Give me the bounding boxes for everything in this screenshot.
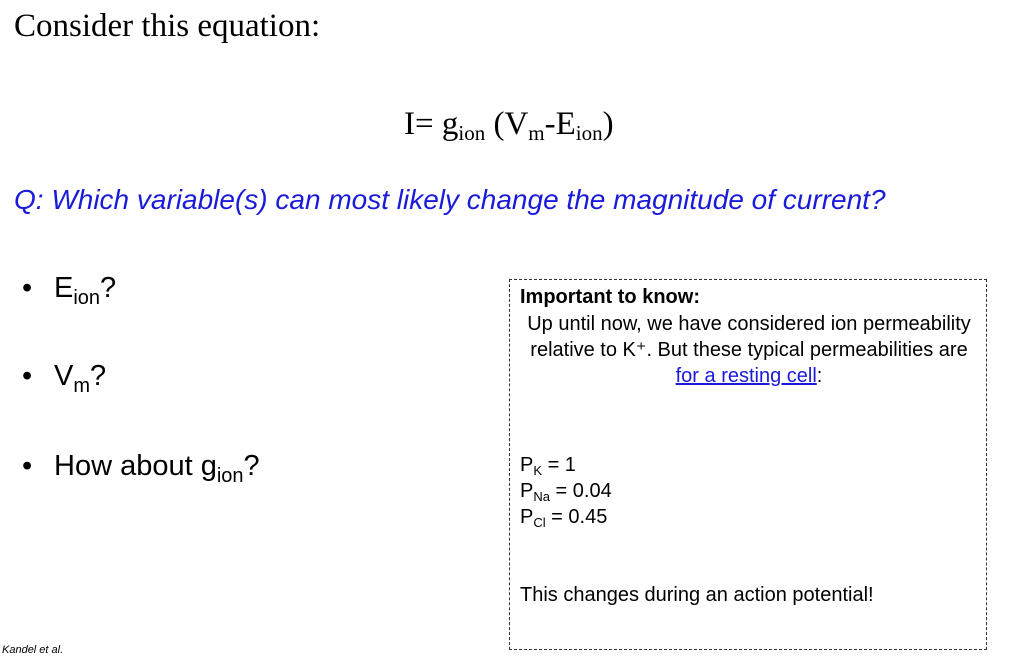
bullet-marker: •	[22, 450, 33, 482]
info-box-paragraph	[516, 311, 982, 389]
citation-text: Kandel et al.	[2, 644, 64, 656]
perm-sub: Cl	[533, 515, 546, 530]
equation-lhs: I= g	[404, 106, 459, 142]
perm-sub: Na	[533, 489, 550, 504]
perm-value: = 1	[542, 454, 576, 476]
equation-sub-m: m	[528, 121, 545, 145]
bullet-base: V	[54, 360, 74, 392]
bullet-sub: m	[73, 375, 91, 397]
info-box-title: Important to know:	[520, 286, 700, 308]
info-box-closing: This changes during an action potential!	[520, 584, 874, 606]
perm-value: = 0.45	[545, 506, 608, 528]
permeability-list	[520, 452, 612, 530]
info-box-para-text: Up until now, we have considered ion permeability relative to K⁺. But these typical permeabilities are	[527, 313, 971, 361]
slide-heading: Consider this equation:	[14, 8, 321, 44]
equation-vm: (V	[485, 106, 529, 142]
equation-close: )	[602, 106, 614, 142]
current-equation	[404, 102, 614, 146]
important-info-box	[509, 279, 987, 650]
bullet-sub: ion	[216, 465, 244, 487]
permeability-cl	[520, 504, 612, 530]
perm-symbol: P	[520, 506, 534, 528]
permeability-k	[520, 452, 612, 478]
info-box-para-end: :	[816, 365, 823, 387]
perm-sub: K	[533, 463, 543, 478]
perm-value: = 0.04	[549, 480, 612, 502]
bullet-marker: •	[22, 360, 33, 392]
equation-eion: -E	[544, 106, 576, 142]
bullet-tail: ?	[90, 360, 107, 392]
perm-symbol: P	[520, 454, 534, 476]
perm-symbol: P	[520, 480, 534, 502]
permeability-na	[520, 478, 612, 504]
bullet-marker: •	[22, 272, 33, 304]
bullet-sub: ion	[73, 287, 101, 309]
equation-sub-ion-2: ion	[575, 121, 603, 145]
bullet-tail: ?	[100, 272, 117, 304]
bullet-base: How about g	[54, 450, 217, 482]
question-text: Q: Which variable(s) can most likely change the magnitude of current?	[14, 184, 886, 215]
bullet-tail: ?	[243, 450, 260, 482]
resting-cell-link[interactable]: for a resting cell	[675, 365, 817, 387]
bullet-base: E	[54, 272, 74, 304]
equation-sub-ion: ion	[458, 121, 486, 145]
